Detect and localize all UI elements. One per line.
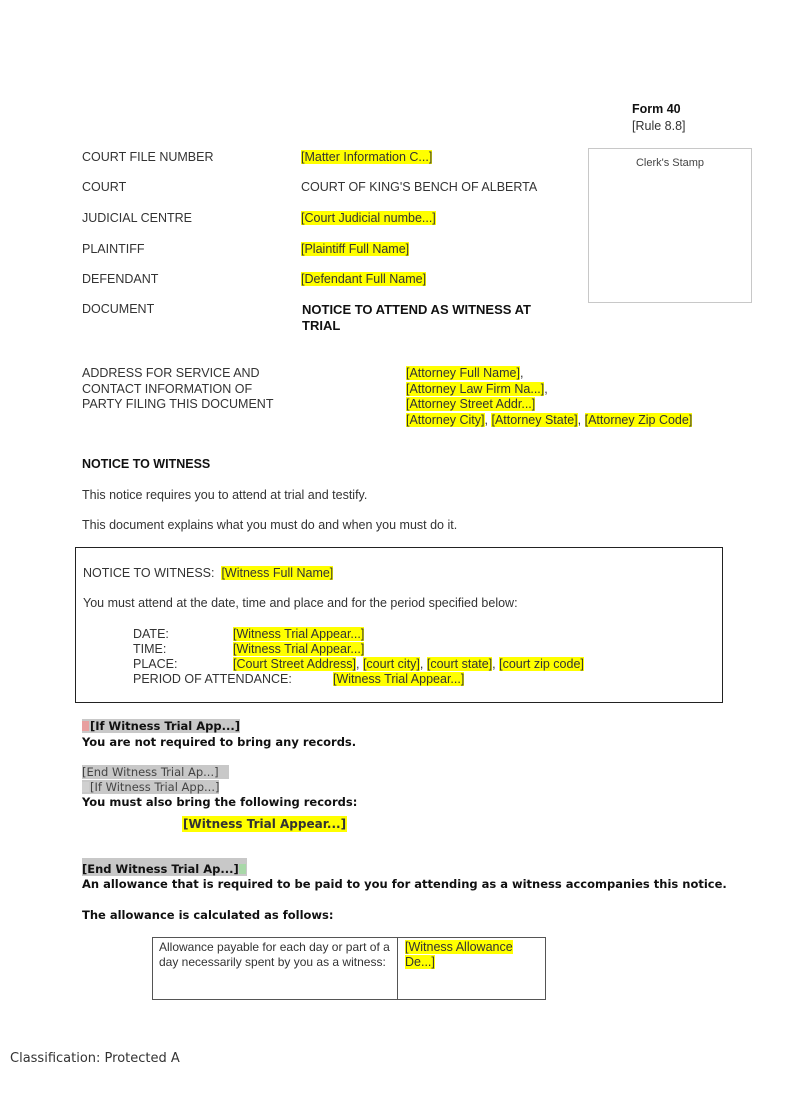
attorney-city[interactable]: [Attorney City] [406,412,485,427]
court-state[interactable]: [court state] [426,657,493,671]
court-file-number-value[interactable]: [Matter Information C...] [301,150,433,164]
allowance-table-label: Allowance payable for each day or part of a day necessarily spent by you as a witness: [153,938,398,999]
time-label: TIME: [133,642,167,656]
attendance-instruction: You must attend at the date, time and place and for the period specified below: [83,596,518,610]
court-file-number-label: COURT FILE NUMBER [82,150,214,164]
records-value[interactable]: [Witness Trial Appear...] [183,817,347,831]
notice-para-1: This notice requires you to attend at trial and testify. [82,488,368,502]
document-title [302,302,531,334]
address-label-line: CONTACT INFORMATION OF [82,381,253,396]
document-label: DOCUMENT [82,302,155,316]
end-tag-2-text: [End Witness Trial Ap...] [82,862,239,876]
notice-para-2: This document explains what you must do and when you must do it. [82,518,458,532]
attorney-state[interactable]: [Attorney State] [491,412,578,427]
court-label: COURT [82,180,127,194]
comma: , [484,412,488,427]
must-bring-text: You must also bring the following records: [82,795,358,809]
court-street[interactable]: [Court Street Address] [233,657,356,671]
date-label: DATE: [133,627,169,641]
comma: , [544,381,548,396]
date-value[interactable]: [Witness Trial Appear...] [233,627,365,641]
attorney-name[interactable]: [Attorney Full Name] [406,366,520,380]
address-label-line: ADDRESS FOR SERVICE AND [82,366,260,380]
court-city[interactable]: [court city] [362,657,420,671]
place-label: PLACE: [133,657,178,671]
time-value[interactable]: [Witness Trial Appear...] [233,642,365,656]
attorney-zip[interactable]: [Attorney Zip Code] [584,412,693,427]
allowance-table-value[interactable]: [Witness Allowance De...] [405,940,513,969]
comma: , [519,366,524,380]
field-marker-icon [239,864,246,874]
classification-footer: Classification: Protected A [10,1051,180,1066]
end-tag-1[interactable]: [End Witness Trial Ap...] [82,765,229,779]
end-tag-1-line [82,765,229,779]
attorney-address [406,366,692,428]
comma: , [577,412,582,427]
period-label: PERIOD OF ATTENDANCE: [133,672,292,686]
court-value: COURT OF KING'S BENCH OF ALBERTA [301,180,538,194]
document-title-line2: TRIAL [302,318,341,333]
if-tag-2-line [82,780,219,794]
clerk-stamp-box [588,148,752,303]
judicial-centre-label: JUDICIAL CENTRE [82,211,192,225]
defendant-label: DEFENDANT [82,272,159,286]
if-tag-1[interactable] [82,719,240,733]
if-tag-1-text: [If Witness Trial App...] [90,719,240,733]
witness-line [83,566,333,580]
defendant-value[interactable]: [Defendant Full Name] [301,272,427,286]
form-title: Form 40 [632,102,681,116]
witness-name[interactable]: [Witness Full Name] [221,566,334,580]
field-marker-icon [82,721,89,731]
plaintiff-value[interactable]: [Plaintiff Full Name] [301,242,410,256]
form-rule: [Rule 8.8] [632,119,686,133]
end-tag-2[interactable] [82,858,247,876]
address-label-line: PARTY FILING THIS DOCUMENT [82,397,274,411]
plaintiff-label: PLAINTIFF [82,242,145,256]
if-tag-1-line [82,719,240,733]
attorney-firm[interactable]: [Attorney Law Firm Na...] [406,381,545,396]
address-label [82,366,273,413]
field-marker-icon [82,782,89,792]
court-zip[interactable]: [court zip code] [499,657,584,671]
not-required-text: You are not required to bring any records. [82,735,357,749]
if-tag-2[interactable] [82,780,219,794]
attorney-street[interactable]: [Attorney Street Addr...] [406,397,536,411]
allowance-statement: An allowance that is required to be paid to you for attending as a witness accompanies this notice. [82,877,727,891]
notice-heading: NOTICE TO WITNESS [82,457,211,471]
document-title-line1: NOTICE TO ATTEND AS WITNESS AT [302,302,531,317]
witness-label: NOTICE TO WITNESS: [83,566,215,580]
judicial-centre-value[interactable]: [Court Judicial numbe...] [301,211,436,225]
clerk-stamp-label: Clerk's Stamp [635,157,705,169]
allowance-table [152,937,546,1000]
place-value: [Court Street Address], [court city], [court state], [court zip code] [233,657,584,671]
if-tag-2-text: [If Witness Trial App...] [90,780,220,794]
end-tag-2-line [82,862,247,876]
allowance-calc-heading: The allowance is calculated as follows: [82,908,334,922]
period-value[interactable]: [Witness Trial Appear...] [333,672,465,686]
